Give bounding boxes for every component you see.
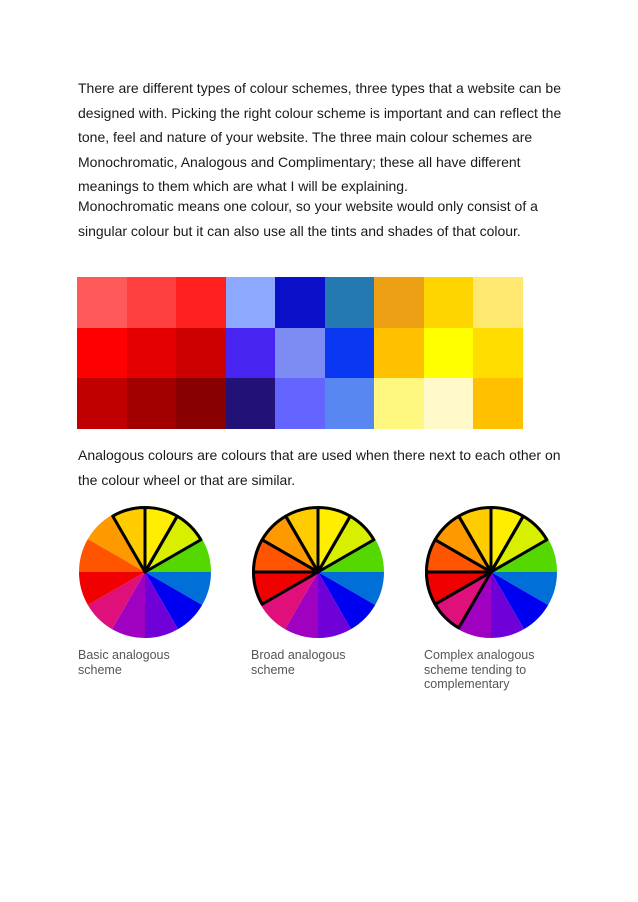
colour-swatch: [275, 328, 325, 379]
colour-swatch: [374, 277, 424, 328]
colour-swatch: [424, 277, 474, 328]
colour-swatch: [424, 378, 474, 429]
colour-swatch: [325, 378, 375, 429]
colour-swatch: [176, 277, 226, 328]
colour-swatch: [127, 328, 177, 379]
colour-swatch: [176, 378, 226, 429]
colour-swatch: [226, 277, 276, 328]
analogous-paragraph: Analogous colours are colours that are used when there next to each other on the colour wheel or that are similar.: [78, 447, 561, 488]
colour-swatch: [77, 328, 127, 379]
colour-swatch: [424, 328, 474, 379]
colour-swatch: [473, 328, 523, 379]
broad-analogous-wheel-block: [250, 504, 390, 677]
colour-swatch: [77, 277, 127, 328]
colour-swatch-grid: [77, 277, 523, 429]
colour-swatch: [275, 378, 325, 429]
colour-swatch: [473, 277, 523, 328]
wheel-caption: Broad analogous scheme: [251, 648, 346, 677]
colour-wheel-image: [423, 504, 559, 640]
colour-swatch: [127, 277, 177, 328]
colour-swatch: [77, 378, 127, 429]
colour-swatch: [325, 328, 375, 379]
colour-wheel-image: [250, 504, 386, 640]
colour-swatch: [473, 378, 523, 429]
colour-wheel-image: [77, 504, 213, 640]
wheel-caption: Basic analogous scheme: [78, 648, 170, 677]
wheel-caption: Complex analogous scheme tending to complementary: [424, 648, 535, 691]
intro-paragraph: There are different types of colour schemes, three types that a website can be designed with. Picking the right colour scheme is important and can reflect the tone, feel and nature of your website. The three main colour schemes are Monochromatic, Analogous and Complimentary; these all have different meanings to them which are what I will be explaining.: [78, 80, 562, 194]
monochromatic-paragraph: Monochromatic means one colour, so your website would only consist of a singular colour but it can also use all the tints and shades of that colour.: [78, 198, 538, 239]
colour-swatch: [226, 378, 276, 429]
basic-analogous-wheel-block: [77, 504, 217, 677]
colour-swatch: [275, 277, 325, 328]
colour-swatch: [127, 378, 177, 429]
colour-swatch: [176, 328, 226, 379]
complex-analogous-wheel-block: [423, 504, 563, 692]
colour-swatch: [374, 378, 424, 429]
colour-swatch: [226, 328, 276, 379]
colour-swatch: [325, 277, 375, 328]
colour-swatch: [374, 328, 424, 379]
